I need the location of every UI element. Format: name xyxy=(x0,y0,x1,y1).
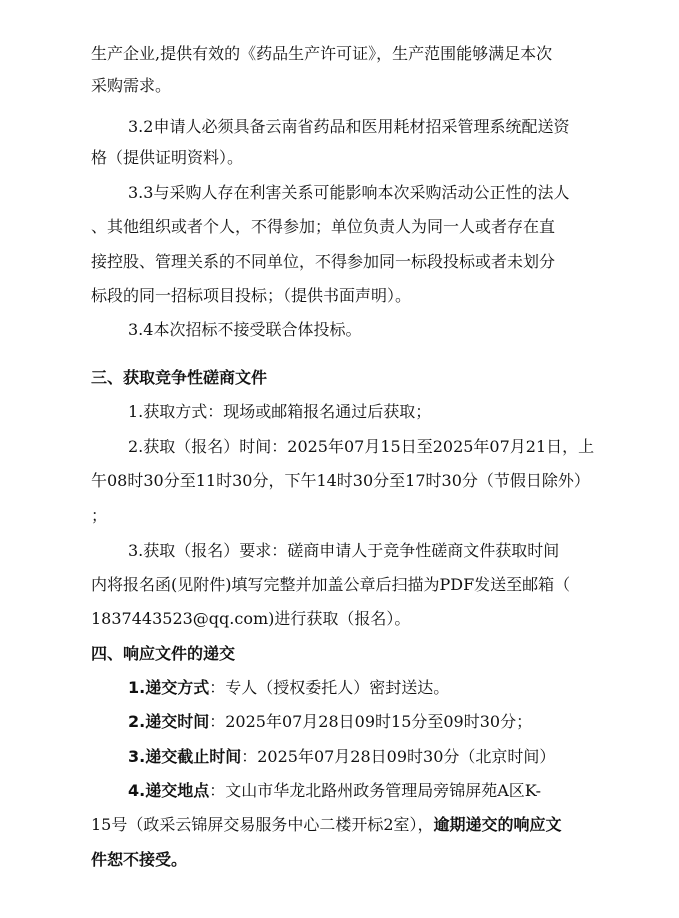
list-item xyxy=(128,711,532,733)
paragraph-line: 格（提供证明资料）。 xyxy=(91,148,244,167)
late-submission-notice: 件恕不接受。 xyxy=(91,850,188,869)
section-heading: 三、获取竞争性磋商文件 xyxy=(91,368,268,387)
item-value: 15号（政采云锦屏交易服务中心二楼开标2室）， xyxy=(91,815,434,834)
item-value: ：2025年07月28日09时15分至09时30分； xyxy=(209,712,533,731)
list-item-line xyxy=(91,814,562,836)
list-item: 1.获取方式：现场或邮箱报名通过后获取； xyxy=(128,402,432,421)
paragraph-line: 生产企业,提供有效的《药品生产许可证》，生产范围能够满足本次 xyxy=(91,44,553,63)
late-submission-notice: 逾期递交的响应文 xyxy=(433,815,562,834)
item-label: 2.递交时间 xyxy=(128,712,210,731)
list-item-line: ； xyxy=(91,506,108,525)
list-item-line: 1837443523@qq.com)进行获取（报名）。 xyxy=(91,609,411,628)
list-item xyxy=(128,780,541,802)
paragraph-line: 3.2申请人必须具备云南省药品和医用耗材招采管理系统配送资 xyxy=(128,117,570,136)
list-item-line: 午08时30分至11时30分，下午14时30分至17时30分（节假日除外） xyxy=(91,471,590,490)
paragraph-line: 采购需求。 xyxy=(91,76,172,95)
list-item xyxy=(128,746,555,768)
item-value: ：专人（授权委托人）密封送达。 xyxy=(209,678,450,697)
item-value: ：文山市华龙北路州政务管理局旁锦屏苑A区K- xyxy=(209,781,541,800)
item-label: 3.递交截止时间 xyxy=(128,747,242,766)
item-value: ：2025年07月28日09时30分（北京时间） xyxy=(241,747,556,766)
paragraph-line: 标段的同一招标项目投标；（提供书面声明）。 xyxy=(91,286,412,305)
item-label: 1.递交方式 xyxy=(128,678,210,697)
list-item xyxy=(128,677,449,699)
list-item-line: 内将报名函(见附件)填写完整并加盖公章后扫描为PDF发送至邮箱（ xyxy=(91,575,571,594)
list-item: 3.获取（报名）要求：磋商申请人于竞争性磋商文件获取时间 xyxy=(128,541,560,560)
paragraph-line: 3.4本次招标不接受联合体投标。 xyxy=(128,320,362,339)
paragraph-line: 接控股、管理关系的不同单位，不得参加同一标段投标或者未划分 xyxy=(91,252,556,271)
list-item: 2.获取（报名）时间：2025年07月15日至2025年07月21日，上 xyxy=(128,437,595,456)
section-heading: 四、响应文件的递交 xyxy=(91,644,236,663)
item-label: 4.递交地点 xyxy=(128,781,210,800)
paragraph-line: 3.3与采购人存在利害关系可能影响本次采购活动公正性的法人 xyxy=(128,183,570,202)
paragraph-line: 、其他组织或者个人，不得参加；单位负责人为同一人或者存在直 xyxy=(91,217,556,236)
